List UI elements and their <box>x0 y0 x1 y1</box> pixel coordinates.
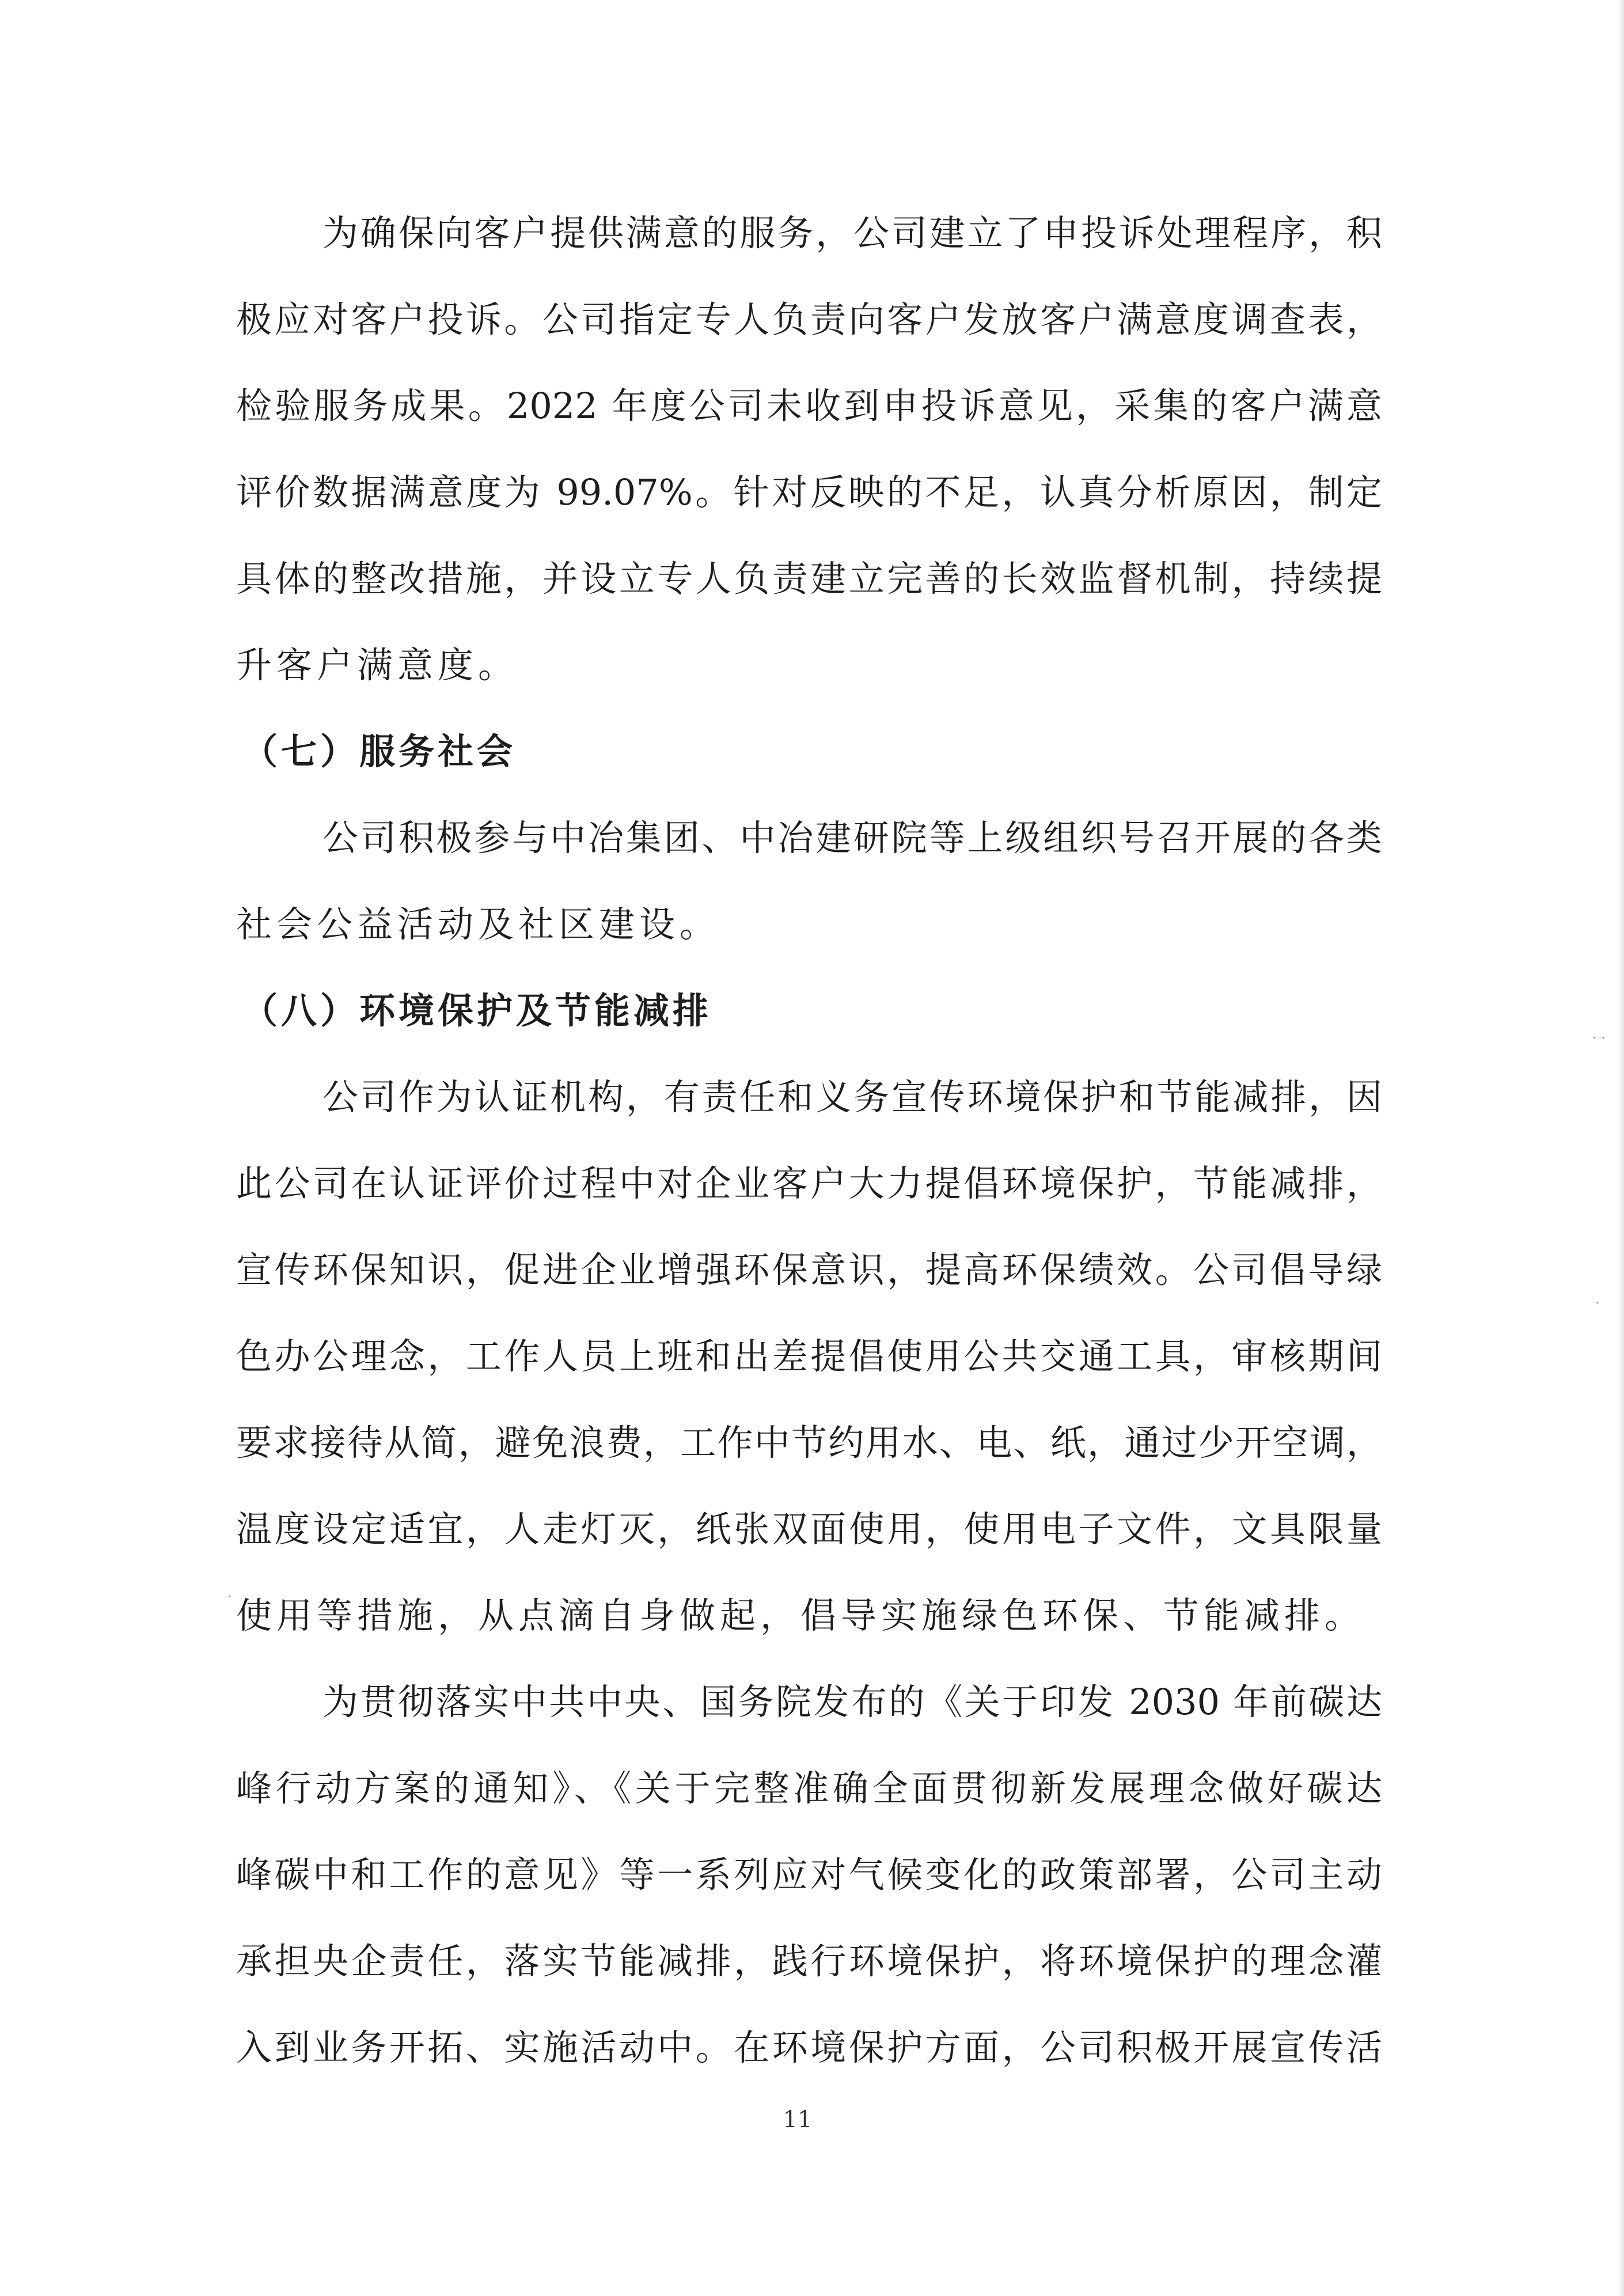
paragraph-3-line-4: 色办公理念，工作人员上班和出差提倡使用公共交通工具，审核期间 <box>236 1335 1382 1377</box>
paragraph-3-line-5: 要求接待从简，避免浪费，工作中节约用水、电、纸，通过少开空调， <box>236 1422 1382 1464</box>
scan-artifact-mark: · <box>1595 1295 1600 1311</box>
scan-artifact-mark: · <box>227 1589 232 1605</box>
paragraph-3-line-2: 此公司在认证评价过程中对企业客户大力提倡环境保护，节能减排， <box>236 1162 1382 1204</box>
paragraph-1-line-2: 极应对客户投诉。公司指定专人负责向客户发放客户满意度调查表， <box>236 298 1382 340</box>
paragraph-4-line-3: 峰碳中和工作的意见》等一系列应对气候变化的政策部署，公司主动 <box>236 1854 1382 1896</box>
paragraph-4-line-1: 为贯彻落实中共中央、国务院发布的《关于印发 2030 年前碳达 <box>322 1681 1382 1723</box>
paragraph-2-line-2: 社会公益活动及社区建设。 <box>236 903 720 945</box>
paragraph-2-line-1: 公司积极参与中冶集团、中冶建研院等上级组织号召开展的各类 <box>322 817 1382 859</box>
paragraph-1-line-3: 检验服务成果。2022 年度公司未收到申投诉意见，采集的客户满意 <box>236 385 1382 427</box>
paragraph-1-line-5: 具体的整改措施，并设立专人负责建立完善的长效监督机制，持续提 <box>236 558 1382 600</box>
paragraph-4-line-5: 入到业务开拓、实施活动中。在环境保护方面，公司积极开展宣传活 <box>236 2026 1382 2068</box>
paragraph-1-line-1: 为确保向客户提供满意的服务，公司建立了申投诉处理程序，积 <box>322 212 1382 254</box>
paragraph-3-line-7: 使用等措施，从点滴自身做起，倡导实施绿色环保、节能减排。 <box>236 1594 1365 1636</box>
scan-edge-shadow <box>1618 0 1624 2296</box>
section-heading-8: （八）环境保护及节能减排 <box>242 990 712 1032</box>
paragraph-4-line-4: 承担央企责任，落实节能减排，践行环境保护，将环境保护的理念灌 <box>236 1940 1382 1982</box>
paragraph-1-line-4: 评价数据满意度为 99.07%。针对反映的不足，认真分析原因，制定 <box>236 471 1382 513</box>
paragraph-1-line-6: 升客户满意度。 <box>236 644 519 686</box>
paragraph-3-line-3: 宣传环保知识，促进企业增强环保意识，提高环保绩效。公司倡导绿 <box>236 1249 1382 1291</box>
section-heading-7: （七）服务社会 <box>242 730 517 772</box>
paragraph-3-line-1: 公司作为认证机构，有责任和义务宣传环境保护和节能减排，因 <box>322 1076 1382 1118</box>
paragraph-3-line-6: 温度设定适宜，人走灯灭，纸张双面使用，使用电子文件，文具限量 <box>236 1508 1382 1550</box>
scan-artifact-mark: · · <box>1592 1030 1606 1046</box>
paragraph-4-line-2: 峰行动方案的通知》、《关于完整准确全面贯彻新发展理念做好碳达 <box>236 1767 1382 1809</box>
page-number: 11 <box>783 2106 813 2133</box>
